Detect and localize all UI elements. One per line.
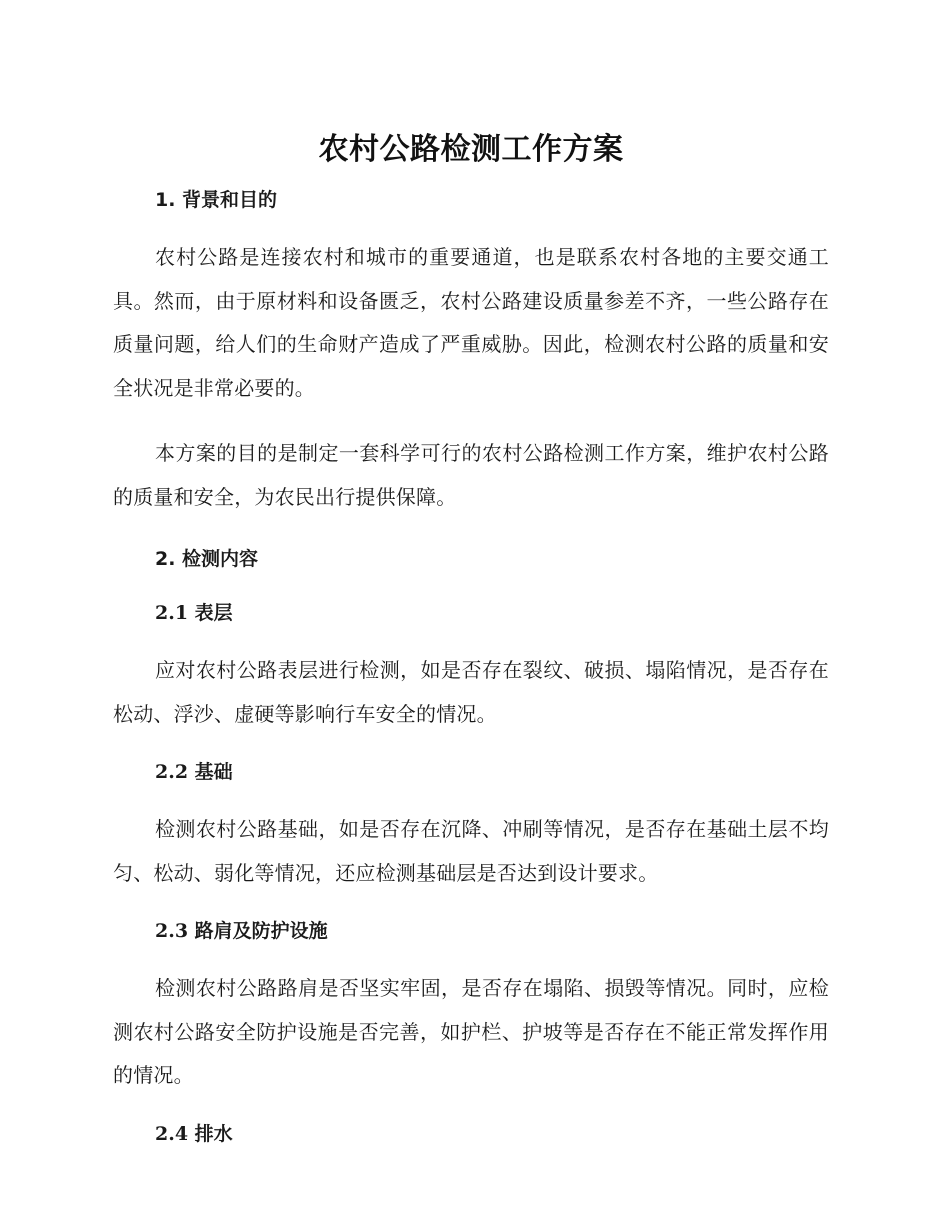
paragraph-background: 农村公路是连接农村和城市的重要通道，也是联系农村各地的主要交通工具。然而，由于原材料和设备匮乏，农村公路建设质量参差不齐，一些公路存在质量问题，给人们的生命财产造成了严重威胁。因此，检测农村公路的质量和安全状况是非常必要的。 [113, 245, 829, 400]
subsection-heading-surface: 2.1 表层 [155, 602, 233, 624]
paragraph-purpose: 本方案的目的是制定一套科学可行的农村公路检测工作方案，维护农村公路的质量和安全，为农民出行提供保障。 [113, 441, 829, 509]
subsection-heading-shoulder-protection: 2.3 路肩及防护设施 [155, 920, 328, 942]
section-heading-background: 1. 背景和目的 [155, 189, 278, 211]
paragraph-shoulder-protection: 检测农村公路路肩是否坚实牢固，是否存在塌陷、损毁等情况。同时，应检测农村公路安全防护设施是否完善，如护栏、护坡等是否存在不能正常发挥作用的情况。 [113, 976, 829, 1087]
paragraph-foundation: 检测农村公路基础，如是否存在沉降、冲刷等情况，是否存在基础土层不均匀、松动、弱化等情况，还应检测基础层是否达到设计要求。 [113, 817, 829, 885]
section-heading-inspection-content: 2. 检测内容 [155, 548, 259, 570]
document-body [113, 128, 829, 1148]
document-title: 农村公路检测工作方案 [318, 132, 624, 167]
subsection-heading-foundation: 2.2 基础 [155, 761, 233, 783]
subsection-heading-drainage: 2.4 排水 [155, 1122, 233, 1145]
paragraph-surface: 应对农村公路表层进行检测，如是否存在裂纹、破损、塌陷情况，是否存在松动、浮沙、虚硬等影响行车安全的情况。 [113, 658, 829, 726]
